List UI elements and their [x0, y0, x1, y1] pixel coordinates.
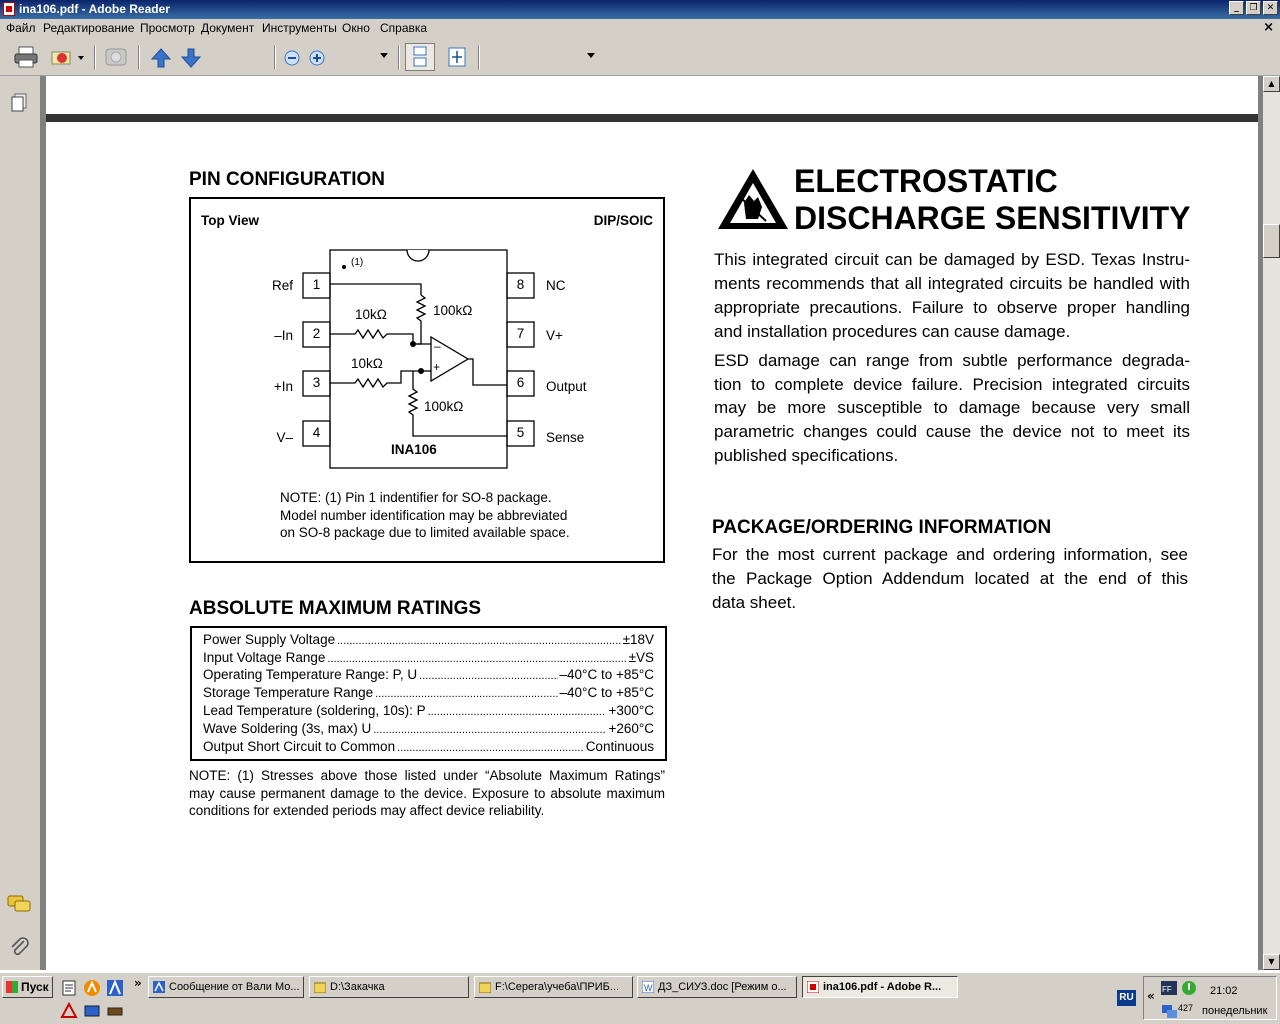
pin-config-box	[189, 197, 665, 563]
notepad-icon[interactable]	[60, 979, 78, 997]
task-adobe-reader[interactable]	[802, 976, 958, 998]
esd-para1-line: This integrated circuit can be damaged by ESD. Texas Instru-	[714, 250, 1190, 269]
find-options-chevron-icon[interactable]	[587, 53, 595, 59]
top-view-label: Top View	[201, 213, 260, 228]
esd-title-line1: ELECTROSTATIC	[794, 163, 1058, 199]
clock-day: понедельник	[1202, 1005, 1268, 1017]
abs-max-table	[190, 626, 667, 761]
folder-icon	[479, 981, 491, 993]
task-folder-downloads[interactable]	[309, 976, 469, 998]
pin-number: 7	[516, 326, 525, 341]
package-info-line: the Package Option Addendum located at the end of this	[712, 569, 1188, 588]
collaborate-icon	[104, 46, 130, 68]
package-info-line: For the most current package and ordering information, see	[712, 545, 1188, 564]
chevron-down-icon[interactable]	[380, 53, 388, 59]
pin-name: +In	[273, 379, 293, 394]
show-desktop-icon[interactable]	[83, 1002, 101, 1020]
task-label: Сообщение от Вали Мо...	[169, 981, 300, 993]
esd-para2-line: tion to complete device failure. Precision integrated circuits	[714, 375, 1190, 394]
close-window-button[interactable]: ✕	[1263, 1, 1278, 15]
esd-title-line2: DISCHARGE SENSITIVITY	[794, 200, 1191, 236]
menu-view[interactable]: Просмотр	[140, 21, 195, 35]
opamp-minus-label: –	[434, 339, 441, 353]
menu-tools[interactable]: Инструменты	[262, 21, 337, 35]
restore-button[interactable]: ❐	[1246, 1, 1261, 15]
pin-name: Ref	[271, 278, 293, 293]
task-label: ДЗ_СИУЗ.doc [Режим о...	[658, 981, 787, 993]
page-separator	[46, 114, 1258, 122]
word-icon	[642, 981, 654, 993]
rating-value: +300°C	[608, 703, 654, 718]
svg-text:FF: FF	[1162, 985, 1172, 994]
folder-icon	[314, 981, 326, 993]
pin-name: Sense	[546, 430, 585, 445]
chip-name: INA106	[391, 442, 437, 457]
pin-number: 8	[516, 277, 525, 292]
language-indicator[interactable]: RU	[1117, 990, 1136, 1006]
pin-name: NC	[546, 278, 566, 293]
rating-value: ±VS	[628, 650, 654, 665]
task-word-doc[interactable]	[637, 976, 797, 998]
rating-value: ±18V	[622, 632, 654, 647]
pin-note-line: on SO-8 package due to limited available space.	[280, 525, 570, 540]
pdf-page	[46, 76, 1258, 970]
scroll-thumb[interactable]	[1263, 224, 1280, 258]
comments-icon[interactable]	[7, 894, 31, 914]
adobe-reader-icon	[3, 2, 15, 16]
esd-para1-line: ments recommends that all integrated circuits be handled with	[714, 274, 1190, 293]
scroll-up-button[interactable]: ▲	[1263, 76, 1280, 92]
esd-para2-line: ESD damage can range from subtle performance degrada-	[714, 351, 1190, 370]
navigation-panel	[0, 76, 40, 970]
app-icon[interactable]	[106, 1002, 124, 1020]
pin-number: 1	[312, 277, 321, 292]
pin-number: 6	[516, 375, 525, 390]
vertical-scrollbar[interactable]	[1263, 76, 1280, 970]
pin-number: 2	[312, 326, 321, 341]
previous-page-icon[interactable]	[150, 47, 172, 69]
rating-value: +260°C	[608, 721, 654, 736]
start-button[interactable]: Пуск	[2, 976, 53, 998]
task-label: D:\Закачка	[330, 981, 385, 993]
pin1-marker-label: (1)	[351, 257, 364, 268]
menu-edit[interactable]: Редактирование	[43, 21, 135, 35]
table-row	[203, 703, 654, 720]
title-bar	[0, 0, 1280, 19]
resistor-in-neg-label: 10kΩ	[355, 307, 387, 322]
print-icon[interactable]	[14, 46, 38, 68]
table-row	[203, 685, 654, 702]
esd-para2-line: parametric changes could cause the device not to meet its	[714, 422, 1190, 441]
opamp-plus-label: +	[433, 360, 441, 374]
rating-label: Lead Temperature (soldering, 10s): P	[203, 703, 426, 718]
esd-warning-icon	[716, 167, 790, 231]
rating-value: –40°C to +85°C	[559, 667, 654, 682]
pin-note-line: NOTE: (1) Pin 1 indentifier for SO-8 package.	[280, 490, 552, 505]
close-document-button[interactable]: ×	[1263, 20, 1274, 35]
abs-max-heading: ABSOLUTE MAXIMUM RATINGS	[189, 598, 482, 619]
toolbar	[0, 38, 1280, 76]
rating-label: Operating Temperature Range: P, U	[203, 667, 418, 682]
pin-number: 3	[312, 375, 321, 390]
pin-name: V–	[276, 430, 293, 445]
message-icon	[153, 981, 165, 993]
table-row	[203, 667, 654, 684]
package-label: DIP/SOIC	[593, 213, 653, 228]
menu-bar	[0, 19, 1280, 38]
task-label: ina106.pdf - Adobe R...	[823, 981, 942, 993]
pages-icon[interactable]	[9, 92, 29, 112]
email-icon[interactable]	[50, 46, 84, 68]
pin-number: 4	[312, 425, 321, 440]
zoom-out-icon[interactable]	[283, 49, 301, 67]
abs-max-note-line: NOTE: (1) Stresses above those listed under “Absolute Maximum Ratings”	[189, 768, 665, 783]
rating-value: –40°C to +85°C	[559, 685, 654, 700]
esd-para1-line: and installation procedures can cause damage.	[714, 322, 1071, 341]
pin-name: V+	[546, 328, 563, 343]
next-page-icon[interactable]	[180, 47, 202, 69]
task-label: F:\Серега\учеба\ПРИБ...	[495, 981, 620, 993]
resistor-in-pos-label: 10kΩ	[351, 356, 383, 371]
table-row	[203, 721, 654, 738]
acrobat-icon[interactable]	[60, 1002, 78, 1020]
pin-name: Output	[546, 379, 587, 394]
autocad-icon[interactable]	[106, 979, 124, 997]
avast-icon[interactable]	[83, 979, 101, 997]
table-row	[203, 650, 654, 667]
esd-para1-line: appropriate precautions. Failure to observe proper handling	[714, 298, 1190, 317]
abs-max-note-line: may cause permanent damage to the device. Exposure to absolute maximum	[189, 786, 665, 801]
rating-label: Input Voltage Range	[203, 650, 326, 665]
single-page-continuous-icon	[406, 44, 434, 70]
task-message[interactable]	[148, 976, 304, 998]
fit-page-icon[interactable]	[446, 46, 468, 68]
abs-max-note-line: conditions for extended periods may affect device reliability.	[189, 803, 545, 818]
task-folder-study[interactable]	[474, 976, 633, 998]
zoom-in-icon[interactable]	[308, 49, 326, 67]
resistor-top-label: 100kΩ	[433, 303, 473, 318]
scroll-mode-button[interactable]	[405, 43, 435, 71]
esd-para2-line: published specifications.	[714, 446, 899, 465]
menu-file[interactable]: Файл	[6, 21, 36, 35]
pin-note-line: Model number identification may be abbreviated	[280, 508, 568, 523]
system-tray	[1143, 976, 1277, 1020]
menu-document[interactable]: Документ	[201, 21, 255, 35]
package-info-line: data sheet.	[712, 593, 797, 612]
package-info-heading: PACKAGE/ORDERING INFORMATION	[712, 517, 1052, 538]
pin-number: 5	[516, 425, 525, 440]
quicklaunch-chevron[interactable]: »	[134, 976, 142, 990]
pdf-icon	[807, 981, 819, 993]
clock-time[interactable]: 21:02	[1210, 985, 1238, 997]
rating-value: Continuous	[585, 739, 654, 754]
minimize-button[interactable]: _	[1229, 1, 1244, 15]
rating-label: Output Short Circuit to Common	[203, 739, 396, 754]
table-row	[203, 632, 654, 649]
rating-label: Wave Soldering (3s, max) U	[203, 721, 372, 736]
scroll-down-button[interactable]: ▼	[1263, 954, 1280, 970]
attachments-icon[interactable]	[9, 936, 31, 958]
window-title: ina106.pdf - Adobe Reader	[19, 2, 170, 16]
resistor-bottom-label: 100kΩ	[424, 399, 464, 414]
taskbar	[0, 972, 1280, 1024]
table-row	[203, 739, 654, 756]
network-icon[interactable]	[1160, 1001, 1178, 1019]
rating-label: Power Supply Voltage	[203, 632, 336, 647]
rating-label: Storage Temperature Range	[203, 685, 374, 700]
pin-name: –In	[274, 328, 293, 343]
menu-window[interactable]: Окно	[342, 21, 370, 35]
svg-text:W: W	[644, 983, 653, 993]
ffdshow-icon[interactable]	[1160, 979, 1178, 997]
tray-badge: 427	[1178, 1003, 1194, 1013]
tray-expand-chevron[interactable]: «	[1147, 989, 1155, 1003]
esd-para2-line: may be more susceptible to damage because very small	[714, 398, 1190, 417]
update-icon[interactable]	[1180, 979, 1198, 997]
pin-config-heading: PIN CONFIGURATION	[189, 169, 385, 190]
menu-help[interactable]: Справка	[380, 21, 428, 35]
